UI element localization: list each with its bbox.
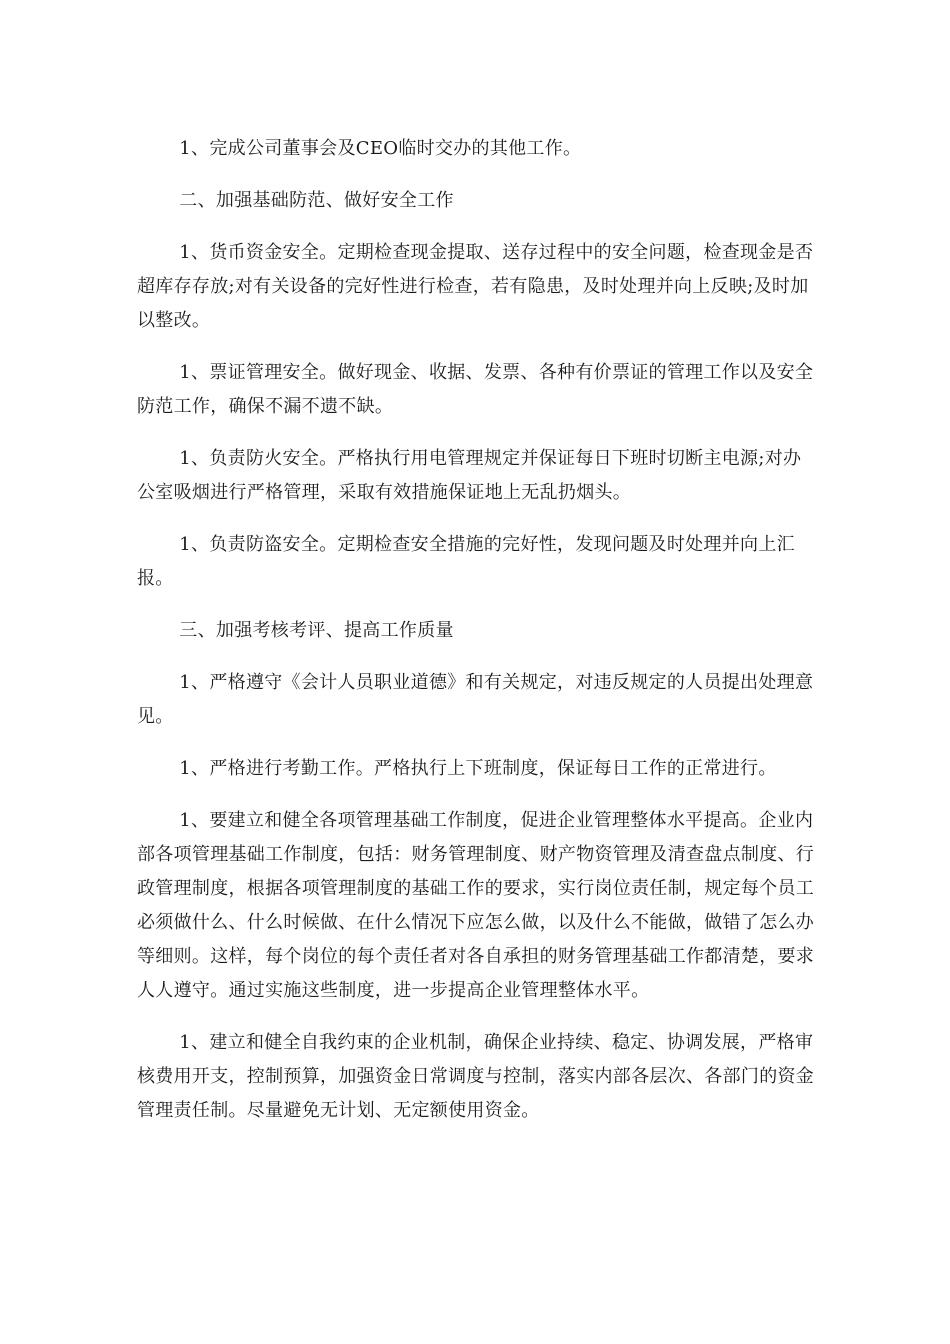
paragraph-ticket-safety: 1、票证管理安全。做好现金、收据、发票、各种有价票证的管理工作以及安全防范工作，确保不漏不遗不缺。	[137, 362, 814, 417]
document-body	[137, 132, 817, 1128]
section-heading-assessment: 三、加强考核考评、提高工作质量	[179, 620, 454, 641]
paragraph-currency-safety: 1、货币资金安全。定期检查现金提取、送存过程中的安全问题，检查现金是否超库存存放;对有关设备的完好性进行检查，若有隐患，及时处理并向上反映;及时加以整改。	[137, 242, 814, 331]
paragraph-theft-safety: 1、负责防盗安全。定期检查安全措施的完好性，发现问题及时处理并向上汇报。	[137, 534, 795, 589]
paragraph-item-1-ceo-tasks: 1、完成公司董事会及CEO临时交办的其他工作。	[179, 138, 582, 159]
paragraph-attendance: 1、严格进行考勤工作。严格执行上下班制度，保证每日工作的正常进行。	[179, 758, 777, 779]
section-heading-safety: 二、加强基础防范、做好安全工作	[179, 190, 454, 211]
paragraph-management-systems: 1、要建立和健全各项管理基础工作制度，促进企业管理整体水平提高。企业内部各项管理基础工作制度，包括：财务管理制度、财产物资管理及清查盘点制度、行政管理制度，根据各项管理制度的基础工作的要求，实行岗位责任制，规定每个员工必须做什么、什么时候做、在什么情况下应怎么做，以及什么不能做，做错了怎么办等细则。这样，每个岗位的每个责任者对各自承担的财务管理基础工作都清楚，要求人人遵守。通过实施这些制度，进一步提高企业管理整体水平。	[137, 810, 815, 1001]
paragraph-fire-safety: 1、负责防火安全。严格执行用电管理规定并保证每日下班时切断主电源;对办公室吸烟进行严格管理，采取有效措施保证地上无乱扔烟头。	[137, 448, 802, 503]
paragraph-ethics: 1、严格遵守《会计人员职业道德》和有关规定，对违反规定的人员提出处理意见。	[137, 672, 814, 727]
paragraph-self-restraint: 1、建立和健全自我约束的企业机制，确保企业持续、稳定、协调发展，严格审核费用开支，控制预算，加强资金日常调度与控制，落实内部各层次、各部门的资金管理责任制。尽量避免无计划、无定额使用资金。	[137, 1032, 815, 1121]
